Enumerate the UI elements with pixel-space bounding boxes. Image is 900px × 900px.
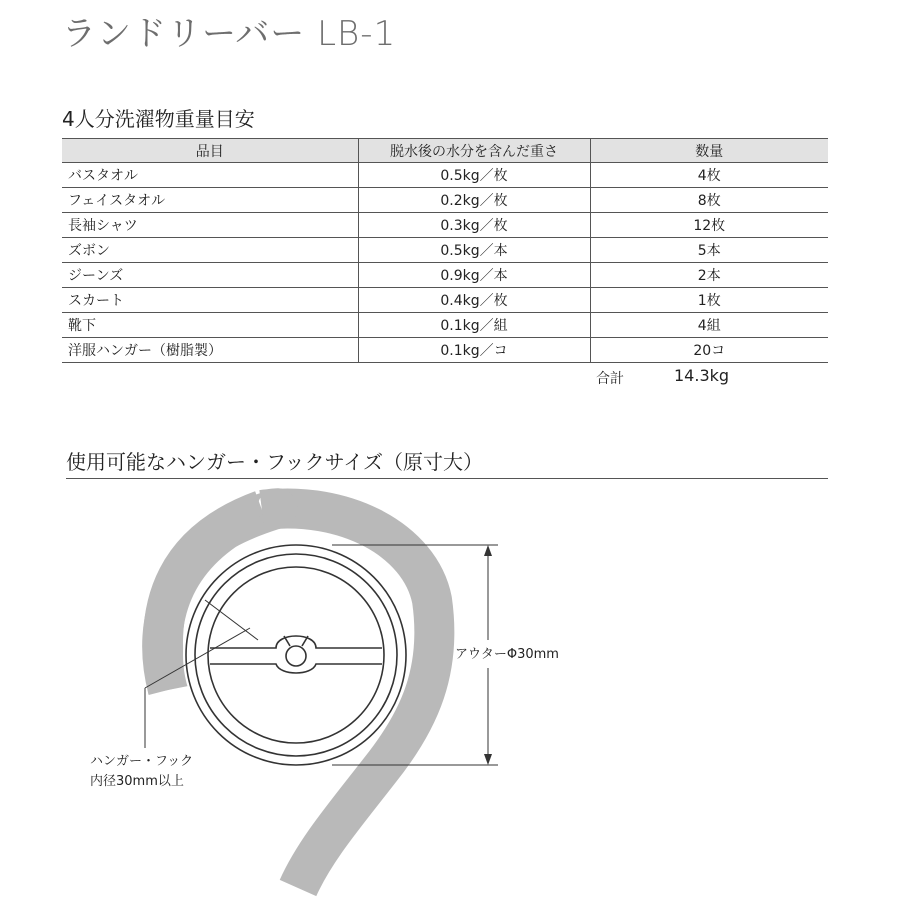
header-quantity: 数量 [590, 139, 828, 163]
hook-label-line2: 内径30mm以上 [90, 774, 184, 789]
cell-item: フェイスタオル [62, 188, 358, 213]
hook-inner-diameter-label [90, 752, 193, 792]
total-label: 合計 [596, 371, 624, 387]
cell-weight: 0.5kg／本 [358, 238, 590, 263]
cell-weight: 0.3kg／枚 [358, 213, 590, 238]
cell-item: スカート [62, 288, 358, 313]
cell-quantity: 2本 [590, 263, 828, 288]
hook-label-line1: ハンガー・フック [90, 754, 194, 769]
cell-quantity: 20コ [590, 338, 828, 363]
cell-quantity: 1枚 [590, 288, 828, 313]
cell-item: 靴下 [62, 313, 358, 338]
cell-weight: 0.4kg／枚 [358, 288, 590, 313]
keyhole-icon [286, 646, 306, 666]
cell-weight: 0.9kg／本 [358, 263, 590, 288]
cell-weight: 0.1kg／コ [358, 338, 590, 363]
arrowhead-up-icon [484, 545, 492, 556]
header-weight: 脱水後の水分を含んだ重さ [358, 139, 590, 163]
cell-item: ジーンズ [62, 263, 358, 288]
cell-item: 長袖シャツ [62, 213, 358, 238]
cell-quantity: 12枚 [590, 213, 828, 238]
cell-weight: 0.5kg／枚 [358, 163, 590, 188]
hanger-section-title: 使用可能なハンガー・フックサイズ（原寸大） [66, 450, 483, 474]
cell-quantity: 5本 [590, 238, 828, 263]
header-item: 品目 [62, 139, 358, 163]
cell-item: バスタオル [62, 163, 358, 188]
cell-item: 洋服ハンガー（樹脂製） [62, 338, 358, 363]
weights-section-title: 4人分洗濯物重量目安 [62, 107, 255, 131]
cell-weight: 0.2kg／枚 [358, 188, 590, 213]
cell-weight: 0.1kg／組 [358, 313, 590, 338]
cell-quantity: 8枚 [590, 188, 828, 213]
page-title: ランドリーバー LB-1 [62, 14, 397, 54]
cell-quantity: 4枚 [590, 163, 828, 188]
cell-item: ズボン [62, 238, 358, 263]
arrowhead-down-icon [484, 754, 492, 765]
cell-quantity: 4組 [590, 313, 828, 338]
total-value: 14.3kg [674, 366, 730, 385]
outer-diameter-label: アウターΦ30mm [455, 647, 559, 662]
